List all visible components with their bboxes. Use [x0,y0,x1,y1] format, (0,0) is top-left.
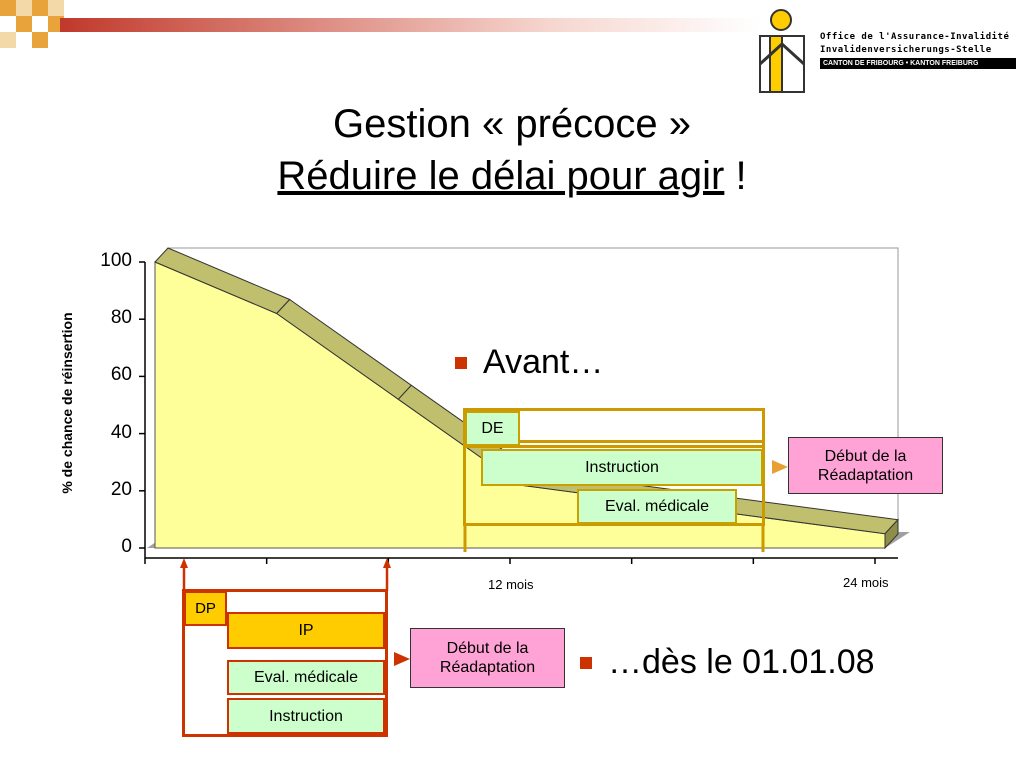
logo-line-2: Invalidenversicherungs-Stelle [820,45,992,55]
bullet-avant-text: Avant… [483,343,604,381]
bullet-des-text: …dès le 01.01.08 [608,643,875,681]
box-eval-avant: Eval. médicale [577,489,737,524]
des-arrow-icon [394,652,410,666]
y-tick-label: 40 [110,421,132,443]
debut-avant-line1: Début de la [824,447,907,465]
logo-line-3: CANTON DE FRIBOURG • KANTON FREIBURG [820,58,1016,69]
y-tick-label: 100 [100,250,132,271]
box-dp: DP [184,591,227,626]
title-suffix: ! [724,154,747,198]
x-tick-label: 12 mois [488,577,534,592]
des-right-arrow-icon [383,558,391,568]
title-line-1: Gestion « précoce » [333,102,691,146]
debut-des-line1: Début de la [446,640,529,657]
debut-avant-line2: Réadaptation [817,466,914,484]
title-underlined: Réduire le délai pour agir [277,154,725,198]
y-axis-label: % de chance de réinsertion [59,312,75,494]
box-ip: IP [227,612,385,649]
des-left-arrow-icon [180,558,188,568]
box-de: DE [465,411,520,446]
box-instruction-des: Instruction [227,698,385,734]
box-instruction-avant: Instruction [481,449,763,486]
avant-arrow-icon [772,460,788,474]
y-tick-label: 80 [110,307,132,329]
logo-line-1: Office de l'Assurance-Invalidité [820,32,1010,42]
box-eval-des: Eval. médicale [227,660,385,695]
x-tick-label: 24 mois [843,575,889,590]
y-tick-label: 20 [110,478,132,500]
y-tick-label: 0 [121,536,132,557]
y-tick-label: 60 [110,364,132,386]
debut-des-line2: Réadaptation [439,659,536,676]
